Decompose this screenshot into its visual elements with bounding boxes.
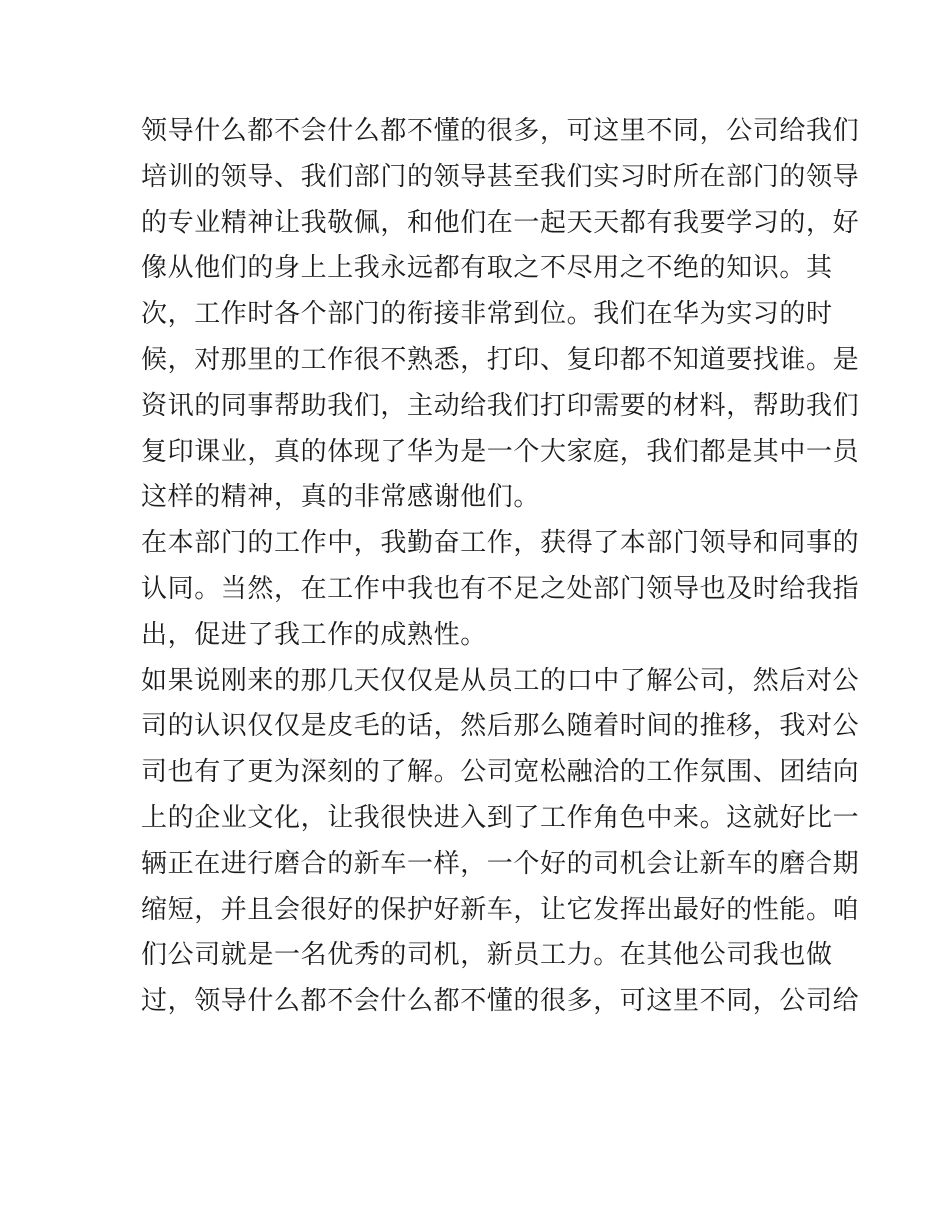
text-line: 认同。当然，在工作中我也有不足之处部门领导也及时给我指 [141, 573, 860, 604]
text-line: 像从他们的身上上我永远都有取之不尽用之不绝的知识。其 [141, 253, 833, 284]
text-line: 在本部门的工作中，我勤奋工作，获得了本部门领导和同事的 [141, 528, 860, 559]
text-line: 出，促进了我工作的成熟性。 [141, 619, 487, 650]
text-line: 次，工作时各个部门的衔接非常到位。我们在华为实习的时 [141, 299, 833, 330]
text-line: 缩短，并且会很好的保护好新车，让它发挥出最好的性能。咱 [141, 894, 860, 925]
body-text [141, 109, 860, 1025]
text-line: 辆正在进行磨合的新车一样，一个好的司机会让新车的磨合期 [141, 848, 860, 879]
text-line: 复印课业，真的体现了华为是一个大家庭，我们都是其中一员 [141, 436, 860, 467]
text-line: 的专业精神让我敬佩，和他们在一起天天都有我要学习的，好 [141, 207, 860, 238]
text-line: 领导什么都不会什么都不懂的很多，可这里不同，公司给我们 [141, 116, 860, 146]
text-line: 们公司就是一名优秀的司机，新员工力。在其他公司我也做 [141, 940, 833, 971]
text-line: 资讯的同事帮助我们，主动给我们打印需要的材料，帮助我们 [141, 390, 860, 421]
text-line: 这样的精神，真的非常感谢他们。 [141, 482, 541, 513]
text-line: 候，对那里的工作很不熟悉，打印、复印都不知道要找谁。是 [141, 344, 860, 375]
text-line: 如果说刚来的那几天仅仅是从员工的口中了解公司，然后对公 [141, 665, 860, 696]
text-line: 上的企业文化，让我很快进入到了工作角色中来。这就好比一 [141, 802, 860, 833]
text-line: 过，领导什么都不会什么都不懂的很多，可这里不同，公司给 [141, 986, 860, 1017]
text-line: 培训的领导、我们部门的领导甚至我们实习时所在部门的领导 [141, 161, 860, 192]
text-line: 司的认识仅仅是皮毛的话，然后那么随着时间的推移，我对公 [141, 711, 860, 742]
text-line: 司也有了更为深刻的了解。公司宽松融洽的工作氛围、团结向 [141, 757, 860, 788]
